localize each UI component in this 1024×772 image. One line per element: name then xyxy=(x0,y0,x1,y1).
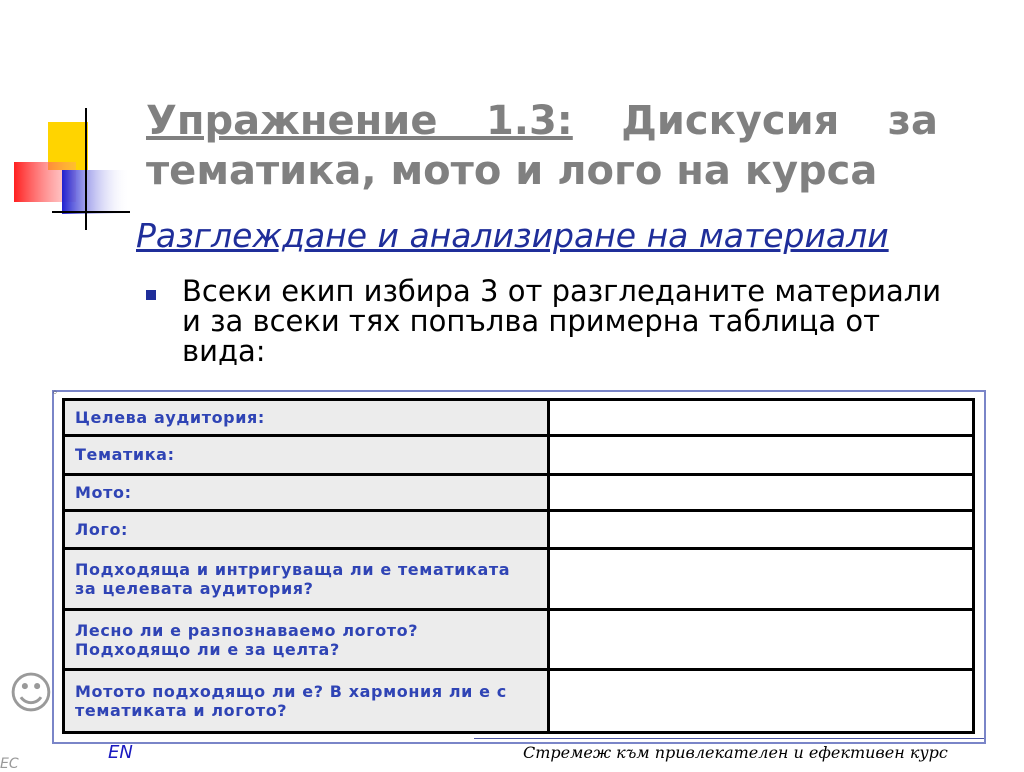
table-row xyxy=(64,400,974,436)
table-row xyxy=(64,510,974,548)
row-label-topic-suitable: Подходяща и интригуваща ли е тематиката за целевата аудитория? xyxy=(64,549,549,610)
row-label-logo: Лого: xyxy=(64,510,549,548)
footer-caption: Стремеж към привлекателен и ефективен курс xyxy=(523,743,948,762)
row-label-target-audience: Целева аудитория: xyxy=(64,400,549,436)
table-row xyxy=(64,474,974,510)
table-row xyxy=(64,436,974,474)
row-label-motto-suitable: Мотото подходящо ли е? В хармония ли е с тематиката и логото? xyxy=(64,670,549,733)
square-bullet-icon xyxy=(146,290,156,300)
smiley-icon: ☺ xyxy=(8,668,54,719)
row-value-motto-suitable[interactable] xyxy=(549,670,974,733)
title-text: Дискусия за тематика, мото и лого на курса xyxy=(146,98,938,194)
footer-ec-mark: EC xyxy=(0,756,19,772)
slide-title xyxy=(146,96,938,196)
anchor-mark: ◦ xyxy=(52,388,58,399)
row-value-target-audience[interactable] xyxy=(549,400,974,436)
row-value-topic-suitable[interactable] xyxy=(549,549,974,610)
row-value-logo[interactable] xyxy=(549,510,974,548)
row-value-motto[interactable] xyxy=(549,474,974,510)
bullet-item xyxy=(146,276,966,366)
row-label-logo-recognizable: Лесно ли е разпознаваемо логото? Подходящо ли е за целта? xyxy=(64,609,549,670)
table-row xyxy=(64,670,974,733)
slide-subtitle: Разглеждане и анализиране на материали xyxy=(136,216,889,255)
slide-logo xyxy=(0,100,130,240)
bullet-text: Всеки екип избира 3 от разгледаните материали и за всеки тях попълва примерна таблица от вида: xyxy=(182,274,942,368)
table-row xyxy=(64,549,974,610)
footer-divider xyxy=(474,738,984,739)
language-link[interactable]: EN xyxy=(108,742,133,763)
row-label-topic: Тематика: xyxy=(64,436,549,474)
row-value-topic[interactable] xyxy=(549,436,974,474)
row-label-motto: Мото: xyxy=(64,474,549,510)
row-value-logo-recognizable[interactable] xyxy=(549,609,974,670)
form-table xyxy=(62,398,975,734)
exercise-number: Упражнение 1.3: xyxy=(146,98,573,144)
table-row xyxy=(64,609,974,670)
form-table-frame xyxy=(52,390,986,744)
